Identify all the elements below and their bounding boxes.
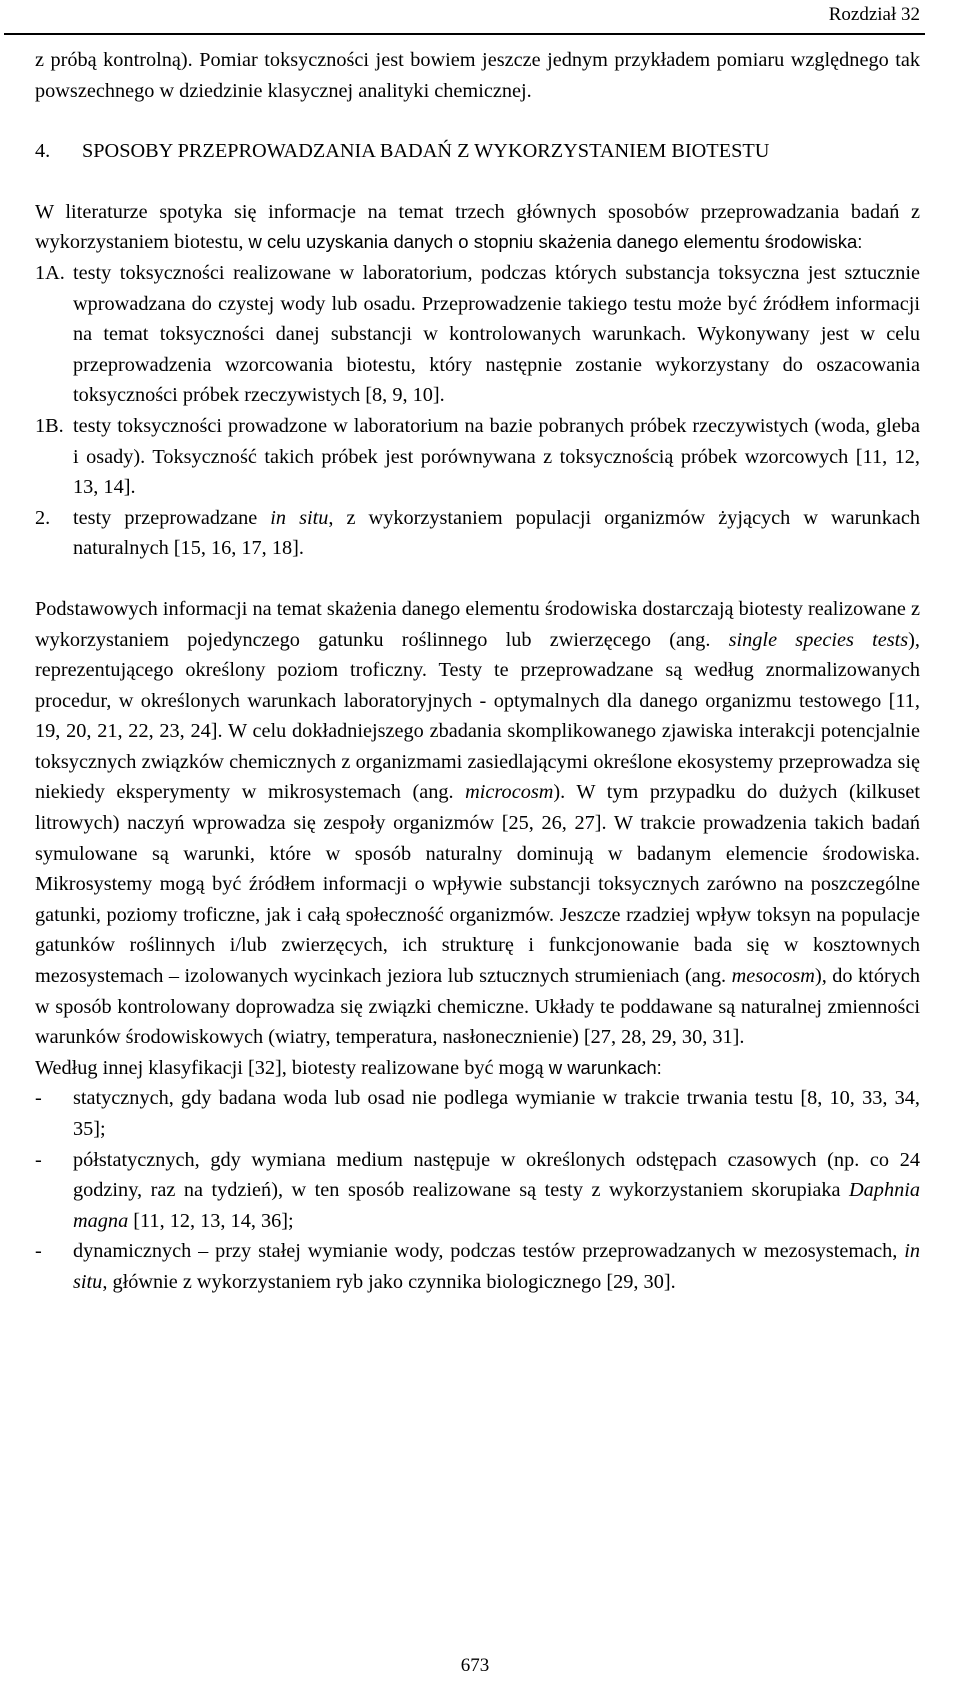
italic-term: single species tests — [728, 628, 909, 651]
dash-label: - — [35, 1240, 42, 1263]
text-span: ), do których w sposób kontrolowany doprowadza się związki chemiczne. Układy te poddawane są naturalnej zmienności warunków środowiskowych (wiatry, temperatura, nasłonecznienie) [27, 28, 29, 30, 31]. — [35, 965, 920, 1049]
document-body — [35, 45, 920, 1298]
list-item-text — [73, 503, 920, 564]
spacer — [35, 564, 920, 594]
dash-text — [73, 1145, 920, 1237]
dash-label: - — [35, 1148, 42, 1171]
dash-text: statycznych, gdy badana woda lub osad nie podlega wymianie w trakcie trwania testu [8, 10, 33, 34, 35]; — [73, 1087, 920, 1140]
paragraph-intro: z próbą kontrolną). Pomiar toksyczności jest bowiem jeszcze jednym przykładem pomiaru względnego tak powszechnego w dziedzinie klasycznej analityki chemicznej. — [35, 49, 920, 102]
list-item — [35, 258, 920, 411]
text-span: testy przeprowadzane — [73, 506, 271, 529]
dash-text — [73, 1236, 920, 1297]
list-item-label: 1A. — [35, 261, 65, 284]
italic-term: microcosm — [465, 781, 554, 804]
text-span: W literaturze spotyka się informacje na temat trzech głównych sposobów przeprowadzania badań z wykorzystaniem biotestu, — [35, 200, 920, 254]
spacer — [35, 167, 920, 197]
text-span: ). W tym przypadku do dużych (kilkuset litrowych) naczyń wprowadza się zespoły organizmów [25, 26, 27]. W trakcie prowadzenia takich badań symulowane są warunki, które w sposób naturalny dominują w badanym elemencie środowiska. Mikrosystemy mogą być źródłem informacji o wpływie substancji toksycznych zarówno na poszczególne gatunki, poziomy troficzne, jak i całą społeczność organizmów. Jeszcze rzadziej wpływ toksyn na populacje gatunków roślinnych i/lub zwierzęcych, ich strukturę i funkcjonowanie bada się w kosztownych mezosystemach – izolowanych wycinkach jeziora lub sztucznych strumieniach (ang. — [35, 781, 920, 988]
page-number: 673 — [460, 1655, 490, 1676]
dash-item — [35, 1145, 920, 1237]
text-span: Podstawowych informacji na temat skażenia danego elementu środowiska dostarczają biotesty realizowane z wykorzystaniem pojedynczego gatunku roślinnego lub zwierzęcego (ang. — [35, 597, 920, 651]
spacer — [35, 106, 920, 136]
section-number: 4. — [35, 140, 51, 163]
paragraph-methods-intro — [35, 197, 920, 258]
text-span: , głównie z wykorzystaniem ryb jako czynnika biologicznego [29, 30]. — [102, 1270, 676, 1293]
italic-term: mesocosm — [731, 965, 815, 988]
text-span: półstatycznych, gdy wymiana medium następuje w określonych odstępach czasowych (np. co 24 godziny, raz na tydzień), w ten sposób realizowane są testy z wykorzystaniem skorupiaka — [73, 1148, 920, 1202]
list-item — [35, 411, 920, 503]
text-span: [11, 12, 13, 14, 36]; — [128, 1209, 294, 1232]
section-heading — [35, 136, 920, 167]
section-title: SPOSOBY PRZEPROWADZANIA BADAŃ Z WYKORZYSTANIEM BIOTESTU — [82, 140, 770, 163]
text-span: ), reprezentującego określony poziom troficzny. Testy te przeprowadzane są według znormalizowanych procedur, w określonych warunkach laboratoryjnych - optymalnych dla danego organizmu testowego [11, 19, 20, 21, 22, 23, 24]. W celu dokładniejszego zbadania skomplikowanego zjawiska interakcji potencjalnie toksycznych związków chemicznych z organizmami zasiedlającymi określone ekosystemy przeprowadza się niekiedy eksperymenty w mikrosystemach (ang. — [35, 628, 920, 804]
list-item-label: 2. — [35, 506, 51, 529]
paragraph-classification — [35, 1053, 920, 1084]
list-item-label: 1B. — [35, 414, 64, 437]
italic-term: in situ — [73, 1240, 920, 1293]
text-span-sans: w celu uzyskania danych o stopniu skażenia danego elementu środowiska: — [248, 231, 863, 253]
text-span: Według innej klasyfikacji [32], biotesty realizowane być mogą — [35, 1056, 549, 1079]
text-span: dynamicznych – przy stałej wymianie wody, podczas testów przeprowadzanych w mezosystemach, — [73, 1240, 905, 1263]
dash-item — [35, 1083, 920, 1144]
paragraph-main — [35, 594, 920, 1053]
list-item-text: testy toksyczności realizowane w laboratorium, podczas których substancja toksyczna jest sztucznie wprowadzana do czystej wody lub osadu. Przeprowadzenie takiego testu może być źródłem informacji na temat toksyczności danej substancji w kontrolowanych warunkach. Wykonywany jest w celu przeprowadzenia wzorcowania biotestu, który następnie zostanie wykorzystany do oszacowania toksyczności próbek rzeczywistych [8, 9, 10]. — [73, 261, 920, 407]
italic-term: in situ — [270, 506, 329, 529]
header-rule — [4, 33, 925, 35]
dash-label: - — [35, 1087, 42, 1110]
text-span-sans: w warunkach: — [548, 1056, 662, 1078]
list-item-text: testy toksyczności prowadzone w laboratorium na bazie pobranych próbek rzeczywistych (woda, gleba i osady). Toksyczność takich próbek jest porównywana z toksycznością próbek wzorcowych [11, 12, 13, 14]. — [73, 414, 920, 499]
text-span: , z wykorzystaniem populacji organizmów żyjących w warunkach naturalnych [15, 16, 17, 18]. — [73, 506, 920, 560]
italic-term: Daphnia magna — [73, 1179, 920, 1232]
running-header: Rozdział 32 — [828, 4, 920, 25]
dash-item — [35, 1236, 920, 1297]
list-item — [35, 503, 920, 564]
